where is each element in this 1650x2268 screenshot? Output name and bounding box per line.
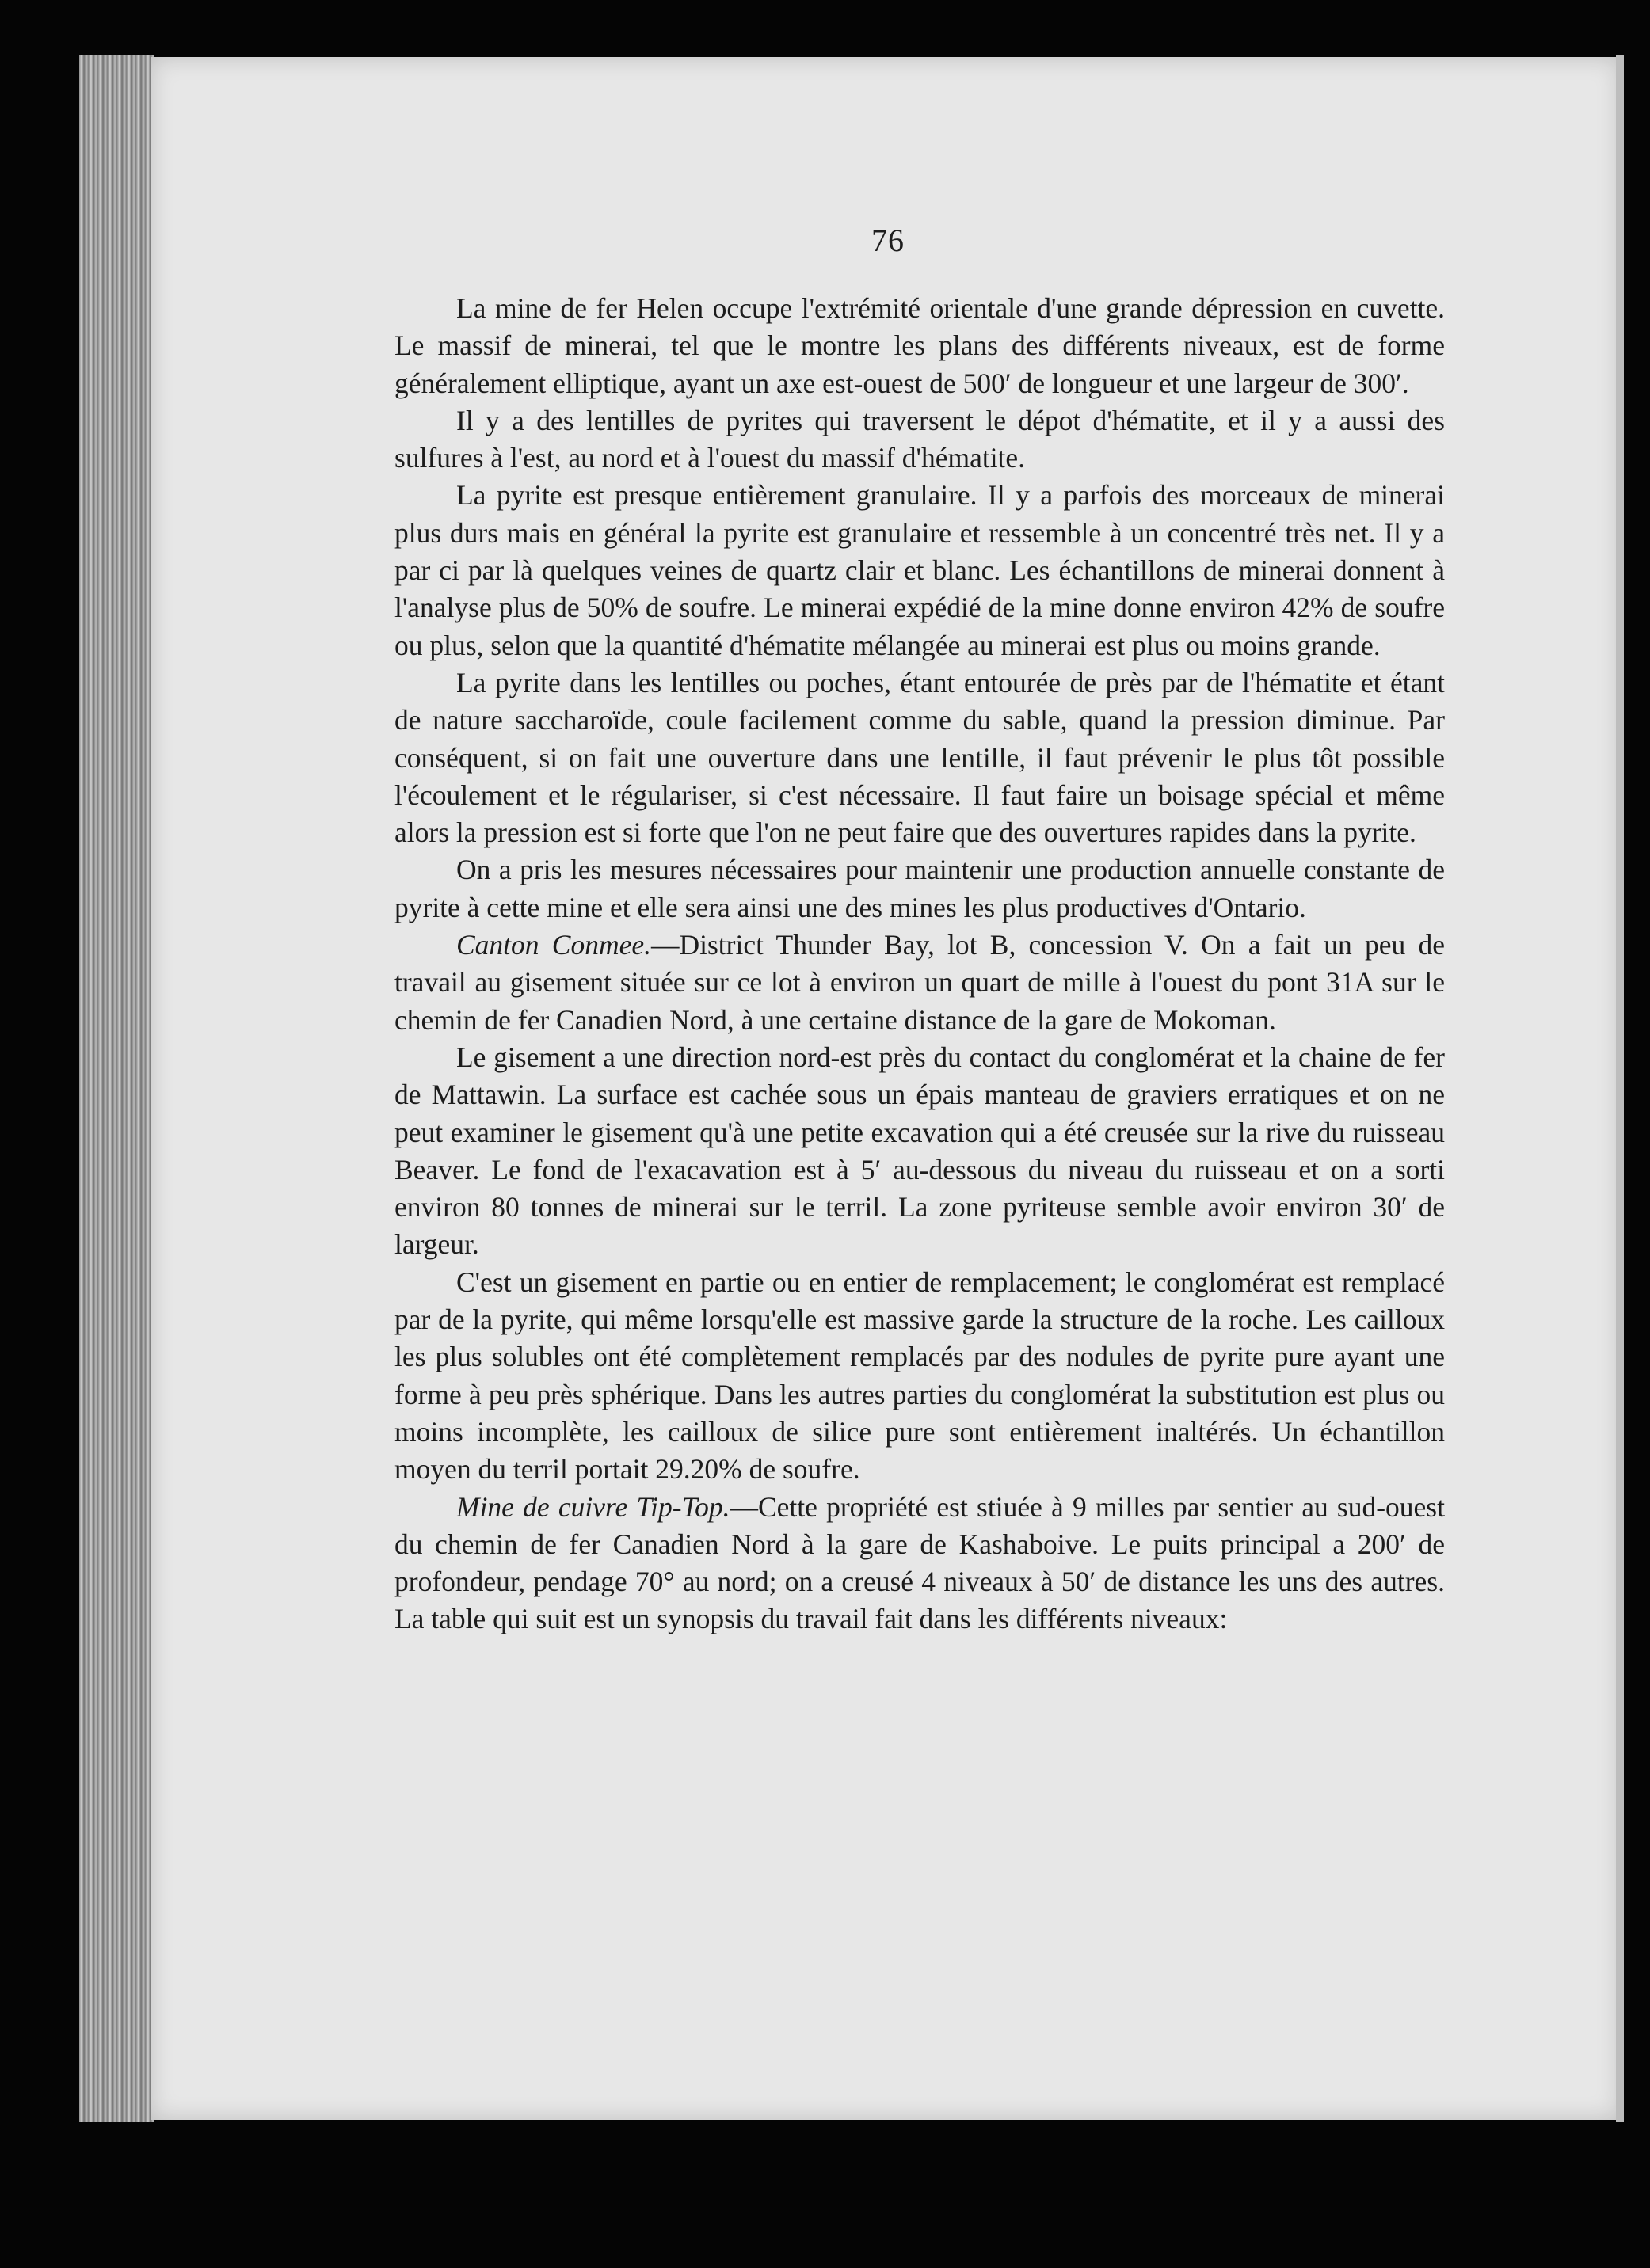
- section-heading-canton-conmee: Canton Conmee.: [456, 929, 651, 961]
- text-body: [394, 290, 1445, 1638]
- paragraph-text: —District Thunder Bay, lot B, concession V. On a fait un peu de travail au gisement située sur ce lot à environ un quart de mille à l'ouest du pont 31A sur le chemin de fer Canadien Nord, à une certaine distance de la gare de Mokoman.: [394, 929, 1445, 1036]
- section-heading-tip-top: Mine de cuivre Tip-Top.: [456, 1490, 730, 1523]
- paragraph-text: —Cette propriété est stiuée à 9 milles par sentier au sud-ouest du chemin de fer Canadien Nord à la gare de Kashaboive. Le puits principal a 200′ de profondeur, pendage 70° au nord; on a creusé 4 niveaux à 50′ de distance les uns des autres. La table qui suit est un synopsis du travail fait dans les différents niveaux:: [394, 1490, 1445, 1635]
- page-edge: [1616, 55, 1624, 2122]
- paragraph-canton-conmee: [394, 927, 1445, 1039]
- paragraph-pyrite-lenses: Il y a des lentilles de pyrites qui traversent le dépot d'hématite, et il y a aussi des sulfures à l'est, au nord et à l'ouest du massif d'hématite.: [394, 404, 1445, 474]
- paragraph-granular-pyrite: La pyrite est presque entièrement granulaire. Il y a parfois des morceaux de minerai plus durs mais en général la pyrite est granulaire et ressemble à un concentré très net. Il y a par ci par là quelques veines de quartz clair et blanc. Les échantillons de minerai donnent à l'analyse plus de 50% de soufre. Le minerai expédié de la mine donne environ 42% de soufre ou plus, selon que la quantité d'hématite mélangée au minerai est plus ou moins grande.: [394, 479, 1445, 661]
- paragraph-pyrite-flow: La pyrite dans les lentilles ou poches, étant entourée de près par de l'hématite et étant de nature saccharoïde, coule facilement comme du sable, quand la pression diminue. Par conséquent, si on fait une ouverture dans une lentille, il faut prévenir le plus tôt possible l'écoulement et le régulariser, si c'est nécessaire. Il faut faire un boisage spécial et même alors la pression est si forte que l'on ne peut faire que des ouvertures rapides dans la pyrite.: [394, 666, 1445, 849]
- book-spine-edge: [79, 55, 154, 2122]
- paragraph-remplacement: C'est un gisement en partie ou en entier de remplacement; le conglomérat est remplacé par de la pyrite, qui même lorsqu'elle est massive garde la structure de la roche. Les cailloux les plus solubles ont été complètement remplacés par des nodules de pyrite pure ayant une forme à peu près sphérique. Dans les autres parties du conglomérat la substitution est plus ou moins incomplète, les cailloux de silice pure sont entièrement inaltérés. Un échantillon moyen du terril portait 29.20% de soufre.: [394, 1265, 1445, 1486]
- paragraph-production: On a pris les mesures nécessaires pour maintenir une production annuelle constante de pyrite à cette mine et elle sera ainsi une des mines les plus productives d'Ontario.: [394, 854, 1445, 923]
- paragraph-gisement-direction: Le gisement a une direction nord-est près du contact du conglomérat et la chaine de fer de Mattawin. La surface est cachée sous un épais manteau de graviers erratiques et on ne peut examiner le gisement qu'à une petite excavation qui a été creusée sur la rive du ruisseau Beaver. Le fond de l'exacavation est à 5′ au-dessous du niveau du ruisseau et on a sorti environ 80 tonnes de minerai sur le terril. La zone pyriteuse semble avoir environ 30′ de largeur.: [394, 1041, 1445, 1261]
- paragraph-helen-mine: La mine de fer Helen occupe l'extrémité orientale d'une grande dépression en cuvette. Le massif de minerai, tel que le montre les plans des différents niveaux, est de forme généralement elliptique, ayant un axe est-ouest de 500′ de longueur et une largeur de 300′.: [394, 292, 1445, 399]
- page-number: 76: [871, 223, 905, 258]
- paragraph-tip-top: [394, 1489, 1445, 1638]
